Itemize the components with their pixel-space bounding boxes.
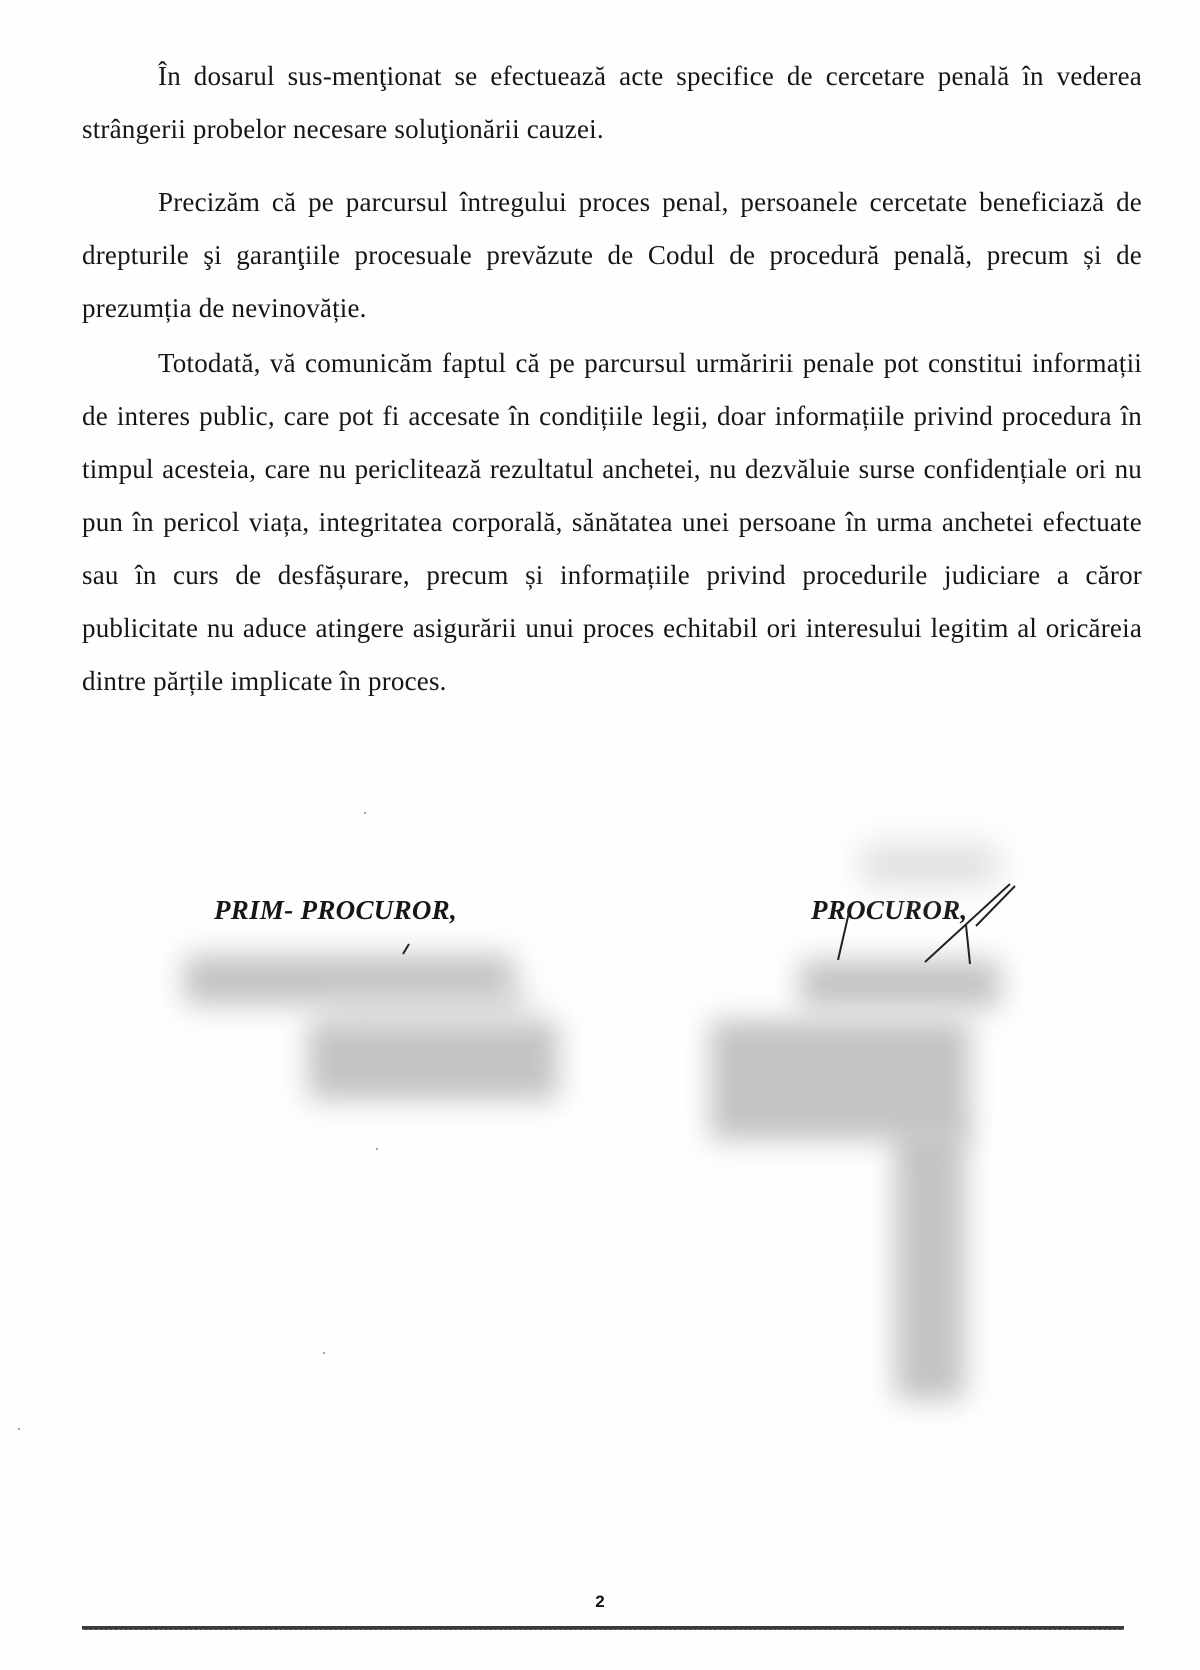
- paragraph-investigation: În dosarul sus-menţionat se efectuează acte specifice de cercetare penală în vederea strângerii probelor necesare soluţionării cauzei.: [82, 61, 1142, 144]
- scan-speck: [376, 1148, 378, 1150]
- left-signature-redaction: [308, 1020, 558, 1100]
- paragraph-public-information: Totodată, vă comunicăm faptul că pe parcursul urmăririi penale pot constitui informații de interes public, care pot fi accesate în condițiile legii, doar informațiile privind procedura în timpul acesteia, care nu periclitează rezultatul anchetei, nu dezvăluie surse confidențiale ori nu pun în pericol viața, integritatea corporală, sănătatea unei persoane în urma anchetei efectuate sau în curs de desfășurare, precum și informațiile privind procedurile judiciare a căror publicitate nu aduce atingere asigurării unui proces echitabil ori interesului legitim al oricăreia dintre părțile implicate în proces.: [82, 348, 1142, 696]
- prim-procuror-title: PRIM- PROCUROR,: [214, 895, 458, 925]
- footer-rule: [82, 1626, 1124, 1630]
- page-number: 2: [595, 1592, 605, 1611]
- scan-speck: [323, 1352, 325, 1354]
- right-pen-slash-c: [966, 925, 970, 964]
- scan-speck: [364, 812, 366, 814]
- left-pen-tick: [403, 944, 409, 954]
- body-text: [82, 50, 1142, 708]
- right-signature-redaction: [710, 1020, 970, 1140]
- right-signature-tail-redaction: [895, 1130, 965, 1400]
- right-header-redaction: [862, 845, 997, 885]
- right-name-redaction: [800, 960, 1000, 1008]
- scan-speck: [18, 1428, 20, 1430]
- right-pen-slash-d: [976, 886, 1015, 926]
- paragraph-rights: Precizăm că pe parcursul întregului proces penal, persoanele cercetate beneficiază de drepturile şi garanţiile procesuale prevăzute de Codul de procedură penală, precum și de prezumția de nevinovăție.: [82, 187, 1142, 323]
- left-signature-shadow: [330, 990, 530, 1020]
- procuror-title: PROCUROR,: [811, 895, 968, 925]
